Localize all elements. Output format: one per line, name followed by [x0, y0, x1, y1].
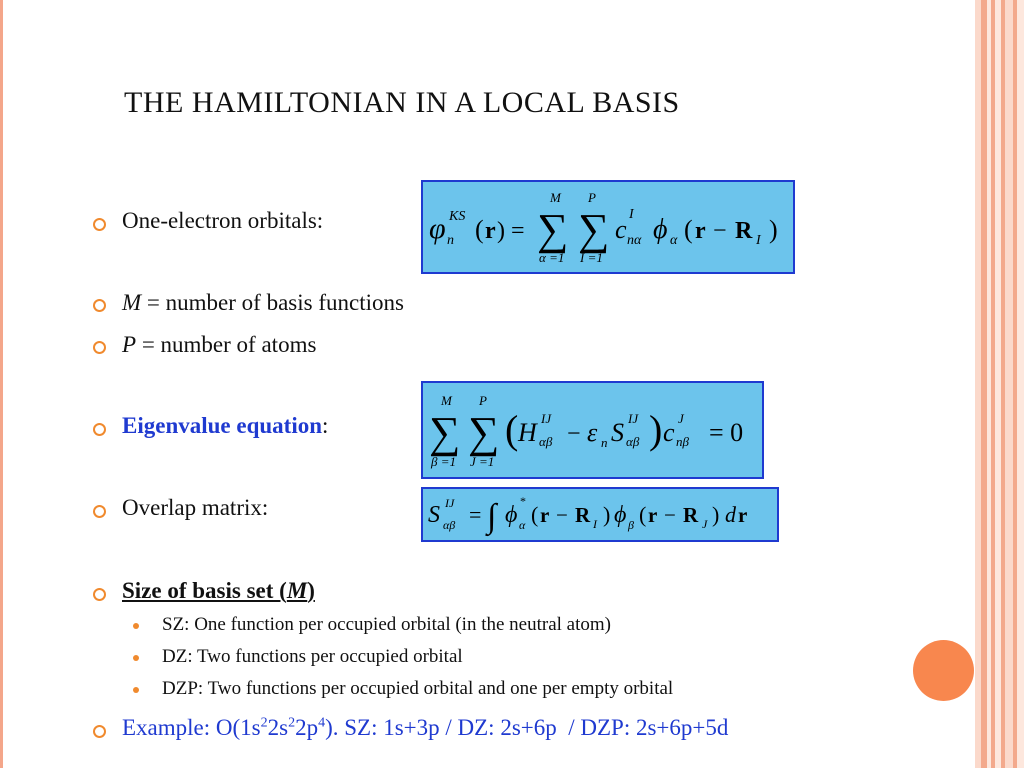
- eq2-sum2-top: P: [479, 393, 487, 408]
- eq3-b-r: r: [648, 503, 658, 527]
- eq2-sum1: ∑: [429, 408, 461, 457]
- eigen-label-text: Eigenvalue equation: [122, 413, 323, 438]
- eq2-c: c: [663, 418, 675, 447]
- eq3-phi-a-sub: α: [519, 518, 526, 532]
- eq3-a-minus: −: [556, 503, 568, 527]
- overlap-label: Overlap matrix:: [122, 495, 269, 520]
- eq3-a-R-sub: I: [593, 517, 597, 531]
- bullet-icon: [93, 423, 106, 436]
- example-part-d: ). SZ: 1s+3p / DZ: 2s+6p / DZP: 2s+6p+5d: [325, 715, 729, 740]
- eq3-integral: ∫: [487, 498, 497, 535]
- sub-item-dzp: DZP: Two functions per occupied orbital and one per empty orbital: [162, 678, 674, 699]
- bullet-icon: [93, 341, 106, 354]
- bullet-icon: [93, 299, 106, 312]
- eq1-arg-R: R: [735, 218, 753, 244]
- m-definition: [122, 290, 404, 316]
- eq2-H: H: [518, 418, 537, 447]
- eq2-S-sub: αβ: [626, 434, 640, 449]
- eq3-a-open: (: [531, 502, 539, 527]
- eq2-lparen: (: [505, 407, 519, 452]
- basis-size-heading: [122, 578, 315, 604]
- eq2-H-sub: αβ: [539, 434, 553, 449]
- eq1-ks: KS: [449, 209, 466, 224]
- eq3-S: S: [428, 502, 440, 528]
- sub-item-sz: SZ: One function per occupied orbital (in the neutral atom): [162, 614, 611, 635]
- eq1-arg-r: r: [695, 218, 706, 244]
- eq2-rhs: = 0: [709, 418, 744, 447]
- eq3-b-R: R: [683, 503, 699, 527]
- eq2-S-sup: IJ: [628, 411, 639, 426]
- left-edge-decoration: [0, 0, 3, 768]
- eq1-c-sup: I: [629, 207, 634, 222]
- eq1-c-sub: nα: [627, 233, 642, 248]
- overlap-equation: [423, 489, 781, 544]
- example-sup-3: 4: [318, 715, 326, 731]
- eq1-phi2: ϕ: [653, 214, 668, 245]
- eq1-r: r: [485, 218, 496, 244]
- eq2-eps-sub: n: [601, 435, 608, 450]
- sub-bullet-icon: [133, 655, 139, 661]
- eq3-S-sub: αβ: [443, 518, 456, 532]
- basis-size-m: M: [286, 578, 308, 603]
- eq1-arg-open: (: [684, 215, 693, 244]
- eq3-a-R: R: [575, 503, 591, 527]
- overlap-equation-box: [421, 487, 779, 542]
- eq2-eps: ε: [587, 418, 598, 447]
- eq3-b-R-sub: J: [702, 517, 708, 531]
- eq3-phi-b: ϕ: [614, 502, 627, 528]
- eq1-paren-open: (: [475, 215, 484, 244]
- eq2-rparen: ): [649, 407, 663, 452]
- bullet-icon: [93, 505, 106, 518]
- eq1-paren-close-eq: ) =: [497, 218, 525, 244]
- eigen-label: [122, 413, 328, 439]
- eq2-sum2: ∑: [468, 408, 500, 457]
- eq3-S-sup: IJ: [445, 496, 455, 510]
- eq2-S: S: [611, 418, 624, 447]
- eigen-equation-box: [421, 381, 764, 479]
- eq2-c-sup: J: [678, 411, 684, 426]
- example-sup-1: 2: [260, 715, 268, 731]
- eq1-sum1: ∑: [537, 205, 569, 254]
- example-part-c: 2p: [295, 715, 319, 740]
- eq3-dr: r: [738, 503, 748, 527]
- example-sup-2: 2: [288, 715, 296, 731]
- orbital-equation-box: [421, 180, 795, 274]
- m-symbol: M: [122, 290, 142, 315]
- eigen-equation: [423, 383, 766, 481]
- eigen-colon: :: [322, 413, 329, 438]
- eq3-b-close: ): [712, 502, 720, 527]
- eq1-arg-R-sub: I: [756, 233, 761, 248]
- eq3-b-minus: −: [664, 503, 676, 527]
- eq1-phi: φ: [429, 212, 446, 245]
- p-symbol: P: [122, 332, 137, 357]
- eq3-a-r: r: [540, 503, 550, 527]
- orbitals-label: One-electron orbitals:: [122, 208, 324, 233]
- p-definition: [122, 332, 316, 358]
- orbital-equation: [423, 182, 797, 276]
- bullet-icon: [93, 588, 106, 601]
- eq1-phi2-sub: α: [670, 233, 678, 248]
- eq2-H-sup: IJ: [541, 411, 552, 426]
- eq2-sum1-bottom: β =1: [431, 454, 456, 469]
- eq1-c: c: [615, 215, 627, 244]
- example-line: [122, 715, 728, 741]
- sub-item-dz: DZ: Two functions per occupied orbital: [162, 646, 463, 667]
- eq3-phi-a: ϕ: [505, 502, 518, 528]
- eq1-sum2-bottom: I =1: [580, 250, 603, 265]
- eq1-sum2-top: P: [588, 190, 596, 205]
- p-equals: =: [136, 332, 161, 357]
- eq2-minus: −: [567, 421, 581, 447]
- eq3-d: d: [725, 502, 736, 527]
- eq3-a-close: ): [603, 502, 611, 527]
- eq1-sum1-top: M: [550, 190, 561, 205]
- basis-size-label: Size of basis set (: [122, 578, 287, 603]
- m-text: number of basis functions: [165, 290, 404, 315]
- p-text: number of atoms: [160, 332, 317, 357]
- eq3-phi-b-sub: β: [628, 518, 634, 532]
- eq1-sum1-bottom: α =1: [539, 250, 565, 265]
- eq3-b-open: (: [639, 502, 647, 527]
- right-stripe-decoration: [975, 0, 1024, 768]
- sub-bullet-icon: [133, 687, 139, 693]
- eq1-n: n: [447, 233, 454, 248]
- eq2-sum2-bottom: J =1: [470, 454, 495, 469]
- eq1-arg-close: ): [769, 215, 778, 244]
- bullet-icon: [93, 725, 106, 738]
- sub-bullet-icon: [133, 623, 139, 629]
- basis-size-close: ): [307, 578, 315, 603]
- decorative-circle: [913, 640, 974, 701]
- eq2-sum1-top: M: [441, 393, 452, 408]
- example-part-b: 2s: [267, 715, 289, 740]
- eq3-phi-a-sup: *: [520, 494, 526, 508]
- slide-title: THE HAMILTONIAN IN A LOCAL BASIS: [124, 86, 680, 119]
- bullet-icon: [93, 218, 106, 231]
- example-part-a: Example: O(1s: [122, 715, 261, 740]
- eq1-minus: −: [713, 218, 727, 244]
- eq1-sum2: ∑: [578, 205, 610, 254]
- m-equals: =: [141, 290, 166, 315]
- eq3-eq: =: [469, 502, 482, 527]
- eq2-c-sub: nβ: [676, 434, 689, 449]
